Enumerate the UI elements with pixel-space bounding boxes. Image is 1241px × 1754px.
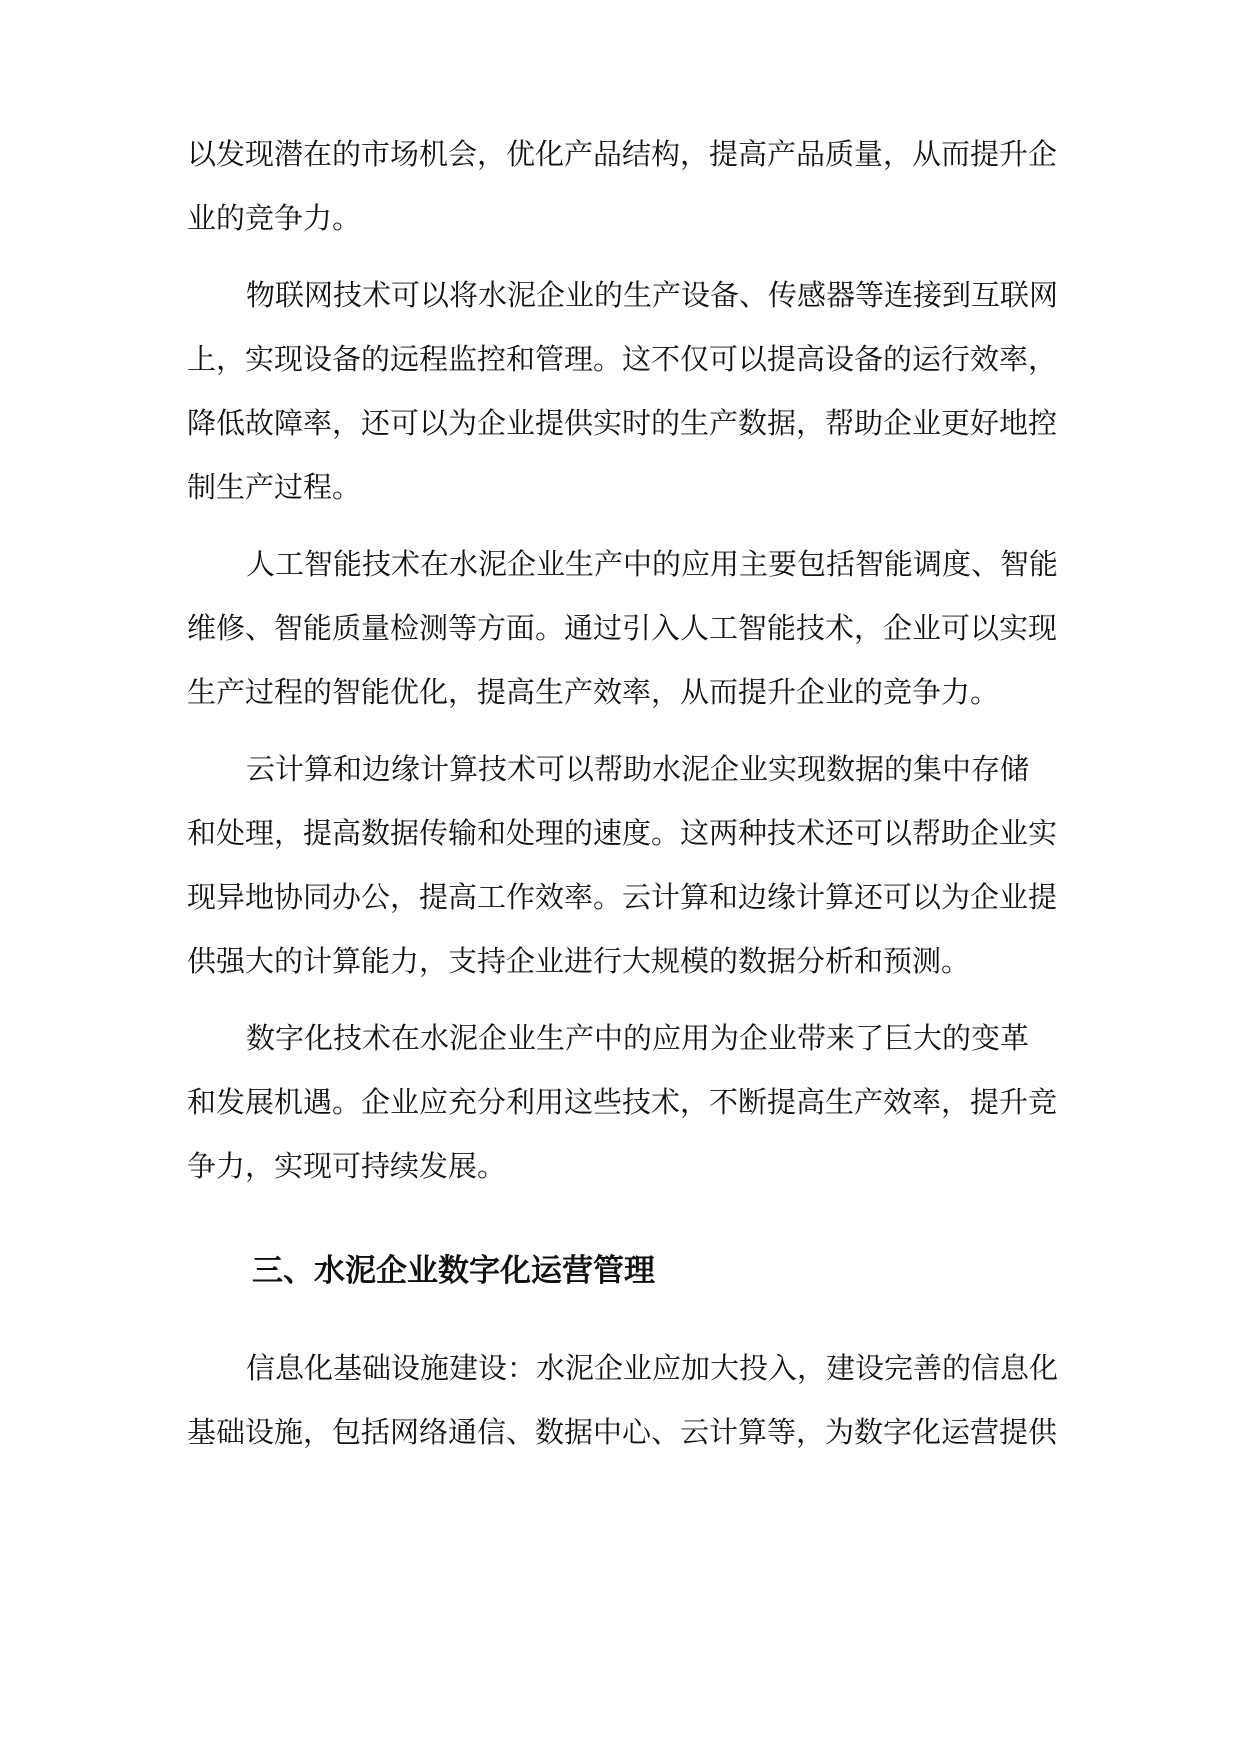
text-line: 数字化技术在水泥企业生产中的应用为企业带来了巨大的变革 xyxy=(246,1021,1030,1055)
text-line: 供强大的计算能力，支持企业进行大规模的数据分析和预测。 xyxy=(187,944,971,978)
text-line: 人工智能技术在水泥企业生产中的应用主要包括智能调度、智能 xyxy=(246,547,1059,581)
text-line: 云计算和边缘计算技术可以帮助水泥企业实现数据的集中存储 xyxy=(246,752,1030,786)
text-line: 上，实现设备的远程监控和管理。这不仅可以提高设备的运行效率， xyxy=(187,342,1058,376)
text-line: 和发展机遇。企业应充分利用这些技术，不断提高生产效率，提升竞 xyxy=(187,1085,1058,1119)
text-line: 物联网技术可以将水泥企业的生产设备、传感器等连接到互联网 xyxy=(246,278,1059,312)
section-heading: 三、水泥企业数字化运营管理 xyxy=(252,1253,655,1289)
text-line: 业的竞争力。 xyxy=(187,201,362,235)
text-line: 制生产过程。 xyxy=(187,470,362,504)
text-line: 以发现潜在的市场机会，优化产品结构，提高产品质量，从而提升企 xyxy=(187,137,1058,171)
text-line: 和处理，提高数据传输和处理的速度。这两种技术还可以帮助企业实 xyxy=(187,816,1058,850)
text-line: 维修、智能质量检测等方面。通过引入人工智能技术，企业可以实现 xyxy=(187,611,1058,645)
text-line: 信息化基础设施建设：水泥企业应加大投入，建设完善的信息化 xyxy=(246,1351,1059,1385)
text-line: 基础设施，包括网络通信、数据中心、云计算等，为数字化运营提供 xyxy=(187,1415,1058,1449)
text-line: 降低故障率，还可以为企业提供实时的生产数据，帮助企业更好地控 xyxy=(187,406,1058,440)
text-line: 争力，实现可持续发展。 xyxy=(187,1149,507,1183)
text-line: 现异地协同办公，提高工作效率。云计算和边缘计算还可以为企业提 xyxy=(187,880,1058,914)
text-line: 生产过程的智能优化，提高生产效率，从而提升企业的竞争力。 xyxy=(187,675,1000,709)
